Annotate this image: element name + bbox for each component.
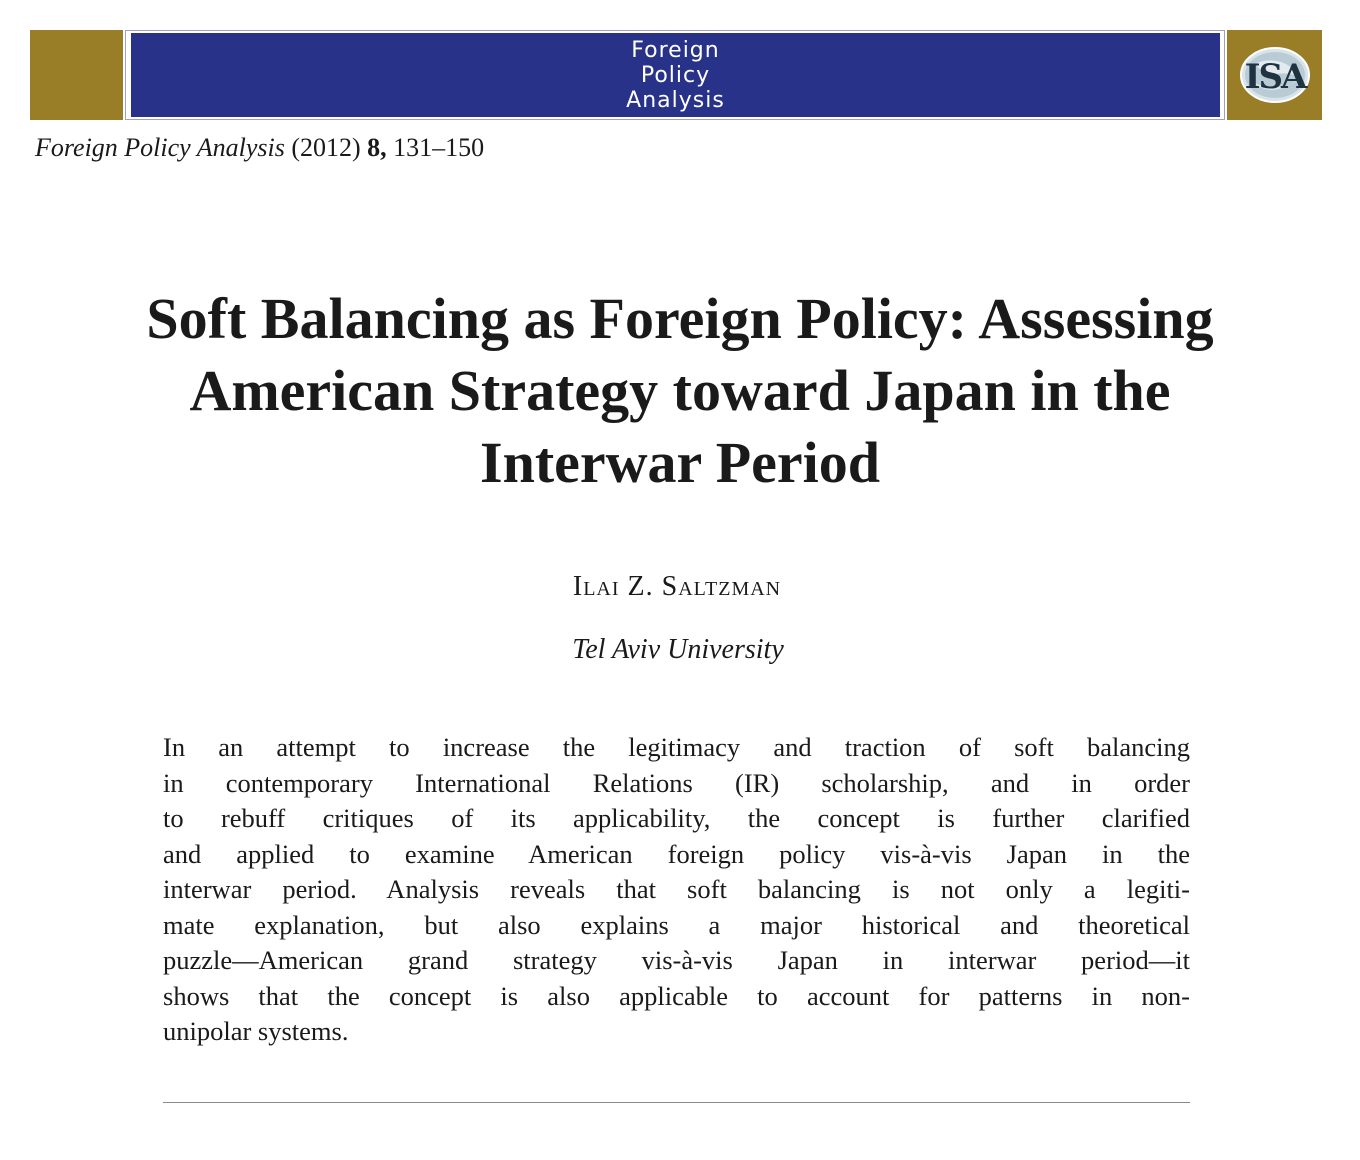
citation-journal: Foreign Policy Analysis — [35, 133, 285, 162]
journal-logo-line: Analysis — [626, 87, 725, 113]
citation-volume: 8, — [367, 133, 387, 162]
abstract-line: and applied to examine American foreign policy vis-à-vis Japan in the — [163, 838, 1190, 869]
abstract-line: mate explanation, but also explains a major historical and theoretical — [163, 909, 1190, 940]
abstract-line: unipolar systems. — [163, 1016, 349, 1046]
abstract-line: shows that the concept is also applicable to account for patterns in non- — [163, 980, 1190, 1011]
abstract-line: In an attempt to increase the legitimacy and traction of soft balancing — [163, 732, 1190, 762]
abstract — [163, 730, 1190, 1050]
journal-masthead — [30, 30, 1322, 120]
author-affiliation: Tel Aviv University — [572, 634, 784, 665]
abstract-line: to rebuff critiques of its applicability, the concept is further clarified — [163, 803, 1190, 833]
abstract-line: in contemporary International Relations (IR) scholarship, and in order — [163, 767, 1190, 798]
journal-logo-line: Policy — [640, 62, 711, 88]
citation-pages: 131–150 — [393, 133, 485, 162]
section-divider — [163, 1102, 1190, 1103]
title-line: Soft Balancing as Foreign Policy: Assessing — [146, 286, 1214, 351]
isa-logo-icon — [1237, 44, 1313, 106]
masthead-gold-block-left — [30, 30, 123, 120]
citation-year: (2012) — [291, 133, 361, 162]
abstract-line: interwar period. Analysis reveals that soft balancing is not only a legiti- — [163, 874, 1190, 904]
citation-line — [35, 131, 484, 165]
author-name: Ilai Z. Saltzman — [572, 571, 782, 602]
svg-text:ISA: ISA — [1244, 57, 1306, 97]
abstract-line: puzzle—American grand strategy vis-à-vis Japan in interwar period—it — [163, 945, 1190, 975]
title-line: Interwar Period — [480, 430, 880, 495]
title-line: American Strategy toward Japan in the — [189, 358, 1171, 423]
journal-logo-line: Foreign — [631, 37, 720, 63]
article-title — [40, 283, 1320, 499]
journal-logo — [131, 33, 1220, 117]
